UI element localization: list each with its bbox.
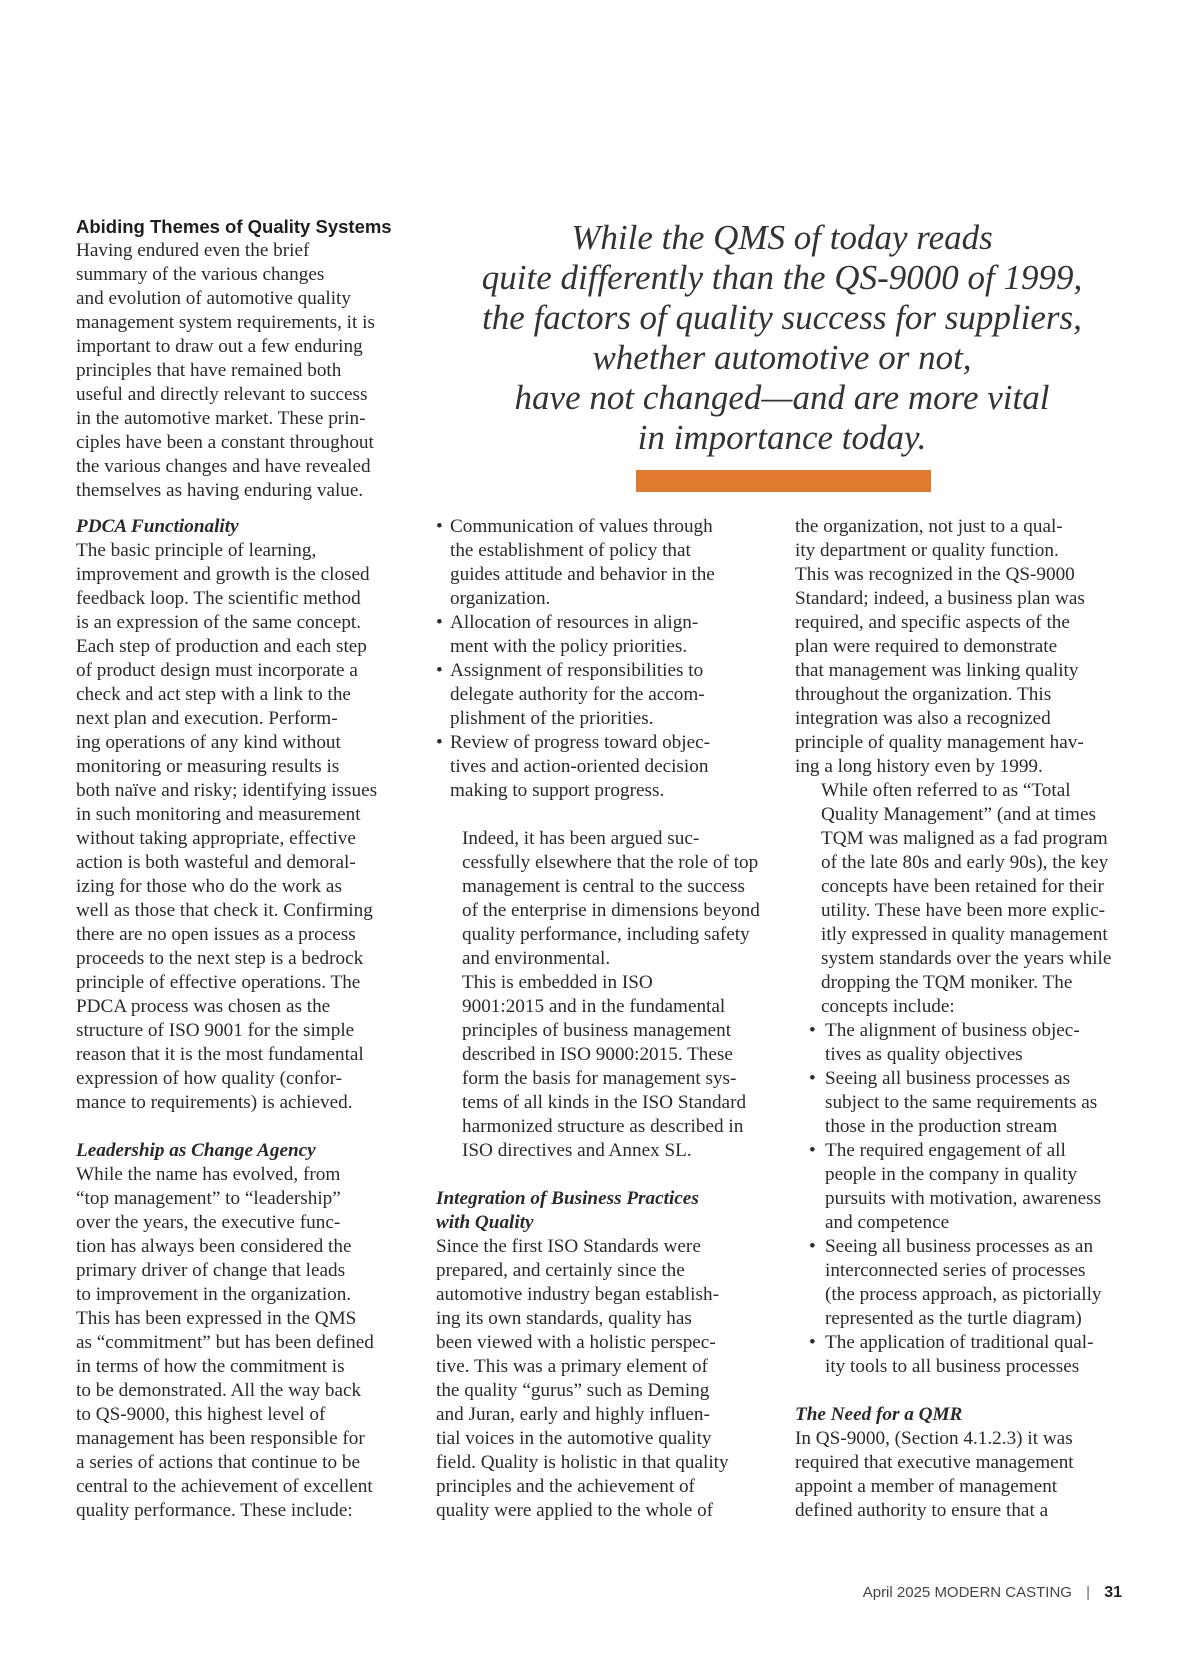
text-line: and environmental. bbox=[462, 948, 611, 969]
text-line: mance to requirements) is achieved. bbox=[76, 1092, 353, 1113]
text-line: ment with the policy priorities. bbox=[450, 636, 688, 657]
text-line: principle of effective operations. The bbox=[76, 972, 361, 993]
text-line: have not changed—and are more vital bbox=[514, 378, 1050, 417]
text-line: prepared, and certainly since the bbox=[436, 1260, 685, 1281]
column-1 bbox=[76, 515, 421, 1523]
text-line: tive. This was a primary element of bbox=[436, 1356, 708, 1377]
qmr-heading: The Need for a QMR bbox=[795, 1404, 963, 1425]
text-line: subject to the same requirements as bbox=[825, 1092, 1098, 1113]
text-line: in such monitoring and measurement bbox=[76, 804, 361, 825]
text-line: to improvement in the organization. bbox=[76, 1284, 352, 1305]
tqm-paragraph bbox=[795, 779, 1125, 1019]
text-line: check and act step with a link to the bbox=[76, 684, 351, 705]
footer-separator: | bbox=[1086, 1584, 1091, 1601]
text-line: to be demonstrated. All the way back bbox=[76, 1380, 362, 1401]
text-line: monitoring or measuring results is bbox=[76, 756, 340, 777]
text-line: Each step of production and each step bbox=[76, 636, 367, 657]
text-line: • The required engagement of all bbox=[825, 1140, 1066, 1161]
text-line: and Juran, early and highly influen- bbox=[436, 1404, 710, 1425]
text-line: the organization, not just to a qual- bbox=[795, 516, 1063, 537]
text-line: • Seeing all business processes as bbox=[825, 1068, 1071, 1089]
text-line: tives and action-oriented decision bbox=[450, 756, 709, 777]
text-line: the quality “gurus” such as Deming bbox=[436, 1380, 710, 1401]
column-2 bbox=[436, 515, 766, 1523]
text-line: delegate authority for the accom- bbox=[450, 684, 705, 705]
text-line: In QS-9000, (Section 4.1.2.3) it was bbox=[795, 1428, 1073, 1449]
text-line: harmonized structure as described in bbox=[462, 1116, 744, 1137]
text-line: ISO directives and Annex SL. bbox=[462, 1140, 692, 1161]
text-line: management system requirements, it is bbox=[76, 312, 375, 333]
text-line: is an expression of the same concept. bbox=[76, 612, 362, 633]
text-line: there are no open issues as a process bbox=[76, 924, 356, 945]
magazine-name: MODERN CASTING bbox=[934, 1584, 1072, 1601]
text-line: ing its own standards, quality has bbox=[436, 1308, 692, 1329]
text-line: • Allocation of resources in align- bbox=[450, 612, 699, 633]
text-line: plan were required to demonstrate bbox=[795, 636, 1058, 657]
text-line: tion has always been considered the bbox=[76, 1236, 352, 1257]
text-line: quality performance. These include: bbox=[76, 1500, 353, 1521]
text-line: • Review of progress toward objec- bbox=[450, 732, 711, 753]
text-line: in terms of how the commitment is bbox=[76, 1356, 345, 1377]
text-line: in importance today. bbox=[637, 418, 927, 457]
leadership-paragraph bbox=[76, 1163, 421, 1523]
text-line: tial voices in the automotive quality bbox=[436, 1428, 712, 1449]
text-line: ciples have been a constant throughout bbox=[76, 432, 374, 453]
text-line: • Assignment of responsibilities to bbox=[450, 660, 704, 681]
text-line: form the basis for management sys- bbox=[462, 1068, 737, 1089]
bullet-item bbox=[436, 515, 766, 611]
text-line: Standard; indeed, a business plan was bbox=[795, 588, 1085, 609]
text-line: summary of the various changes bbox=[76, 264, 325, 285]
text-line: useful and directly relevant to success bbox=[76, 384, 368, 405]
text-line: with Quality bbox=[436, 1212, 534, 1233]
text-line: Since the first ISO Standards were bbox=[436, 1236, 701, 1257]
text-line: ing operations of any kind without bbox=[76, 732, 341, 753]
text-line: required, and specific aspects of the bbox=[795, 612, 1070, 633]
text-line: quality were applied to the whole of bbox=[436, 1500, 714, 1521]
text-line: important to draw out a few enduring bbox=[76, 336, 363, 357]
text-line: 9001:2015 and in the fundamental bbox=[462, 996, 726, 1017]
text-line: primary driver of change that leads bbox=[76, 1260, 346, 1281]
text-line: management is central to the success bbox=[462, 876, 745, 897]
bullet-item bbox=[809, 1067, 1125, 1139]
pdca-heading: PDCA Functionality bbox=[76, 516, 239, 537]
text-line: of the late 80s and early 90s), the key bbox=[821, 852, 1109, 873]
integration-heading bbox=[436, 1187, 766, 1235]
text-line: expression of how quality (confor- bbox=[76, 1068, 343, 1089]
qmr-paragraph bbox=[795, 1427, 1125, 1523]
intro-paragraph bbox=[76, 239, 416, 503]
text-line: Quality Management” (and at times bbox=[821, 804, 1096, 825]
bullet-item bbox=[436, 659, 766, 731]
text-line: as “commitment” but has been defined bbox=[76, 1332, 374, 1353]
text-line: integration was also a recognized bbox=[795, 708, 1051, 729]
issue-date: April 2025 bbox=[862, 1584, 931, 1601]
text-line: making to support progress. bbox=[450, 780, 665, 801]
bullet-item bbox=[809, 1139, 1125, 1235]
text-line: that management was linking quality bbox=[795, 660, 1079, 681]
text-line: principles of business management bbox=[462, 1020, 732, 1041]
text-line: in the automotive market. These prin- bbox=[76, 408, 366, 429]
text-line: itly expressed in quality management bbox=[821, 924, 1108, 945]
text-line: tives as quality objectives bbox=[825, 1044, 1023, 1065]
text-line: While often referred to as “Total bbox=[821, 780, 1071, 801]
text-line: pursuits with motivation, awareness bbox=[825, 1188, 1102, 1209]
intro-heading: Abiding Themes of Quality Systems bbox=[76, 216, 392, 237]
text-line: • Communication of values through bbox=[450, 516, 713, 537]
text-line: defined authority to ensure that a bbox=[795, 1500, 1049, 1521]
text-line: TQM was maligned as a fad program bbox=[821, 828, 1108, 849]
text-line: automotive industry began establish- bbox=[436, 1284, 719, 1305]
text-line: feedback loop. The scientific method bbox=[76, 588, 361, 609]
text-line: Having endured even the brief bbox=[76, 240, 310, 261]
text-line: PDCA process was chosen as the bbox=[76, 996, 331, 1017]
text-line: the establishment of policy that bbox=[450, 540, 691, 561]
text-line: over the years, the executive func- bbox=[76, 1212, 341, 1233]
text-line: guides attitude and behavior in the bbox=[450, 564, 715, 585]
text-line: been viewed with a holistic perspec- bbox=[436, 1332, 716, 1353]
text-line: themselves as having enduring value. bbox=[76, 480, 364, 501]
text-line: quite differently than the QS-9000 of 1999, bbox=[481, 258, 1083, 297]
page-number: 31 bbox=[1104, 1584, 1122, 1601]
leadership-heading: Leadership as Change Agency bbox=[76, 1140, 316, 1161]
text-line: quality performance, including safety bbox=[462, 924, 750, 945]
text-line: and evolution of automotive quality bbox=[76, 288, 351, 309]
organization-paragraph bbox=[795, 515, 1125, 779]
text-line: ing a long history even by 1999. bbox=[795, 756, 1043, 777]
text-line: “top management” to “leadership” bbox=[76, 1188, 341, 1209]
text-line: to QS-9000, this highest level of bbox=[76, 1404, 326, 1425]
text-line: (the process approach, as pictorially bbox=[825, 1284, 1102, 1305]
text-line: management has been responsible for bbox=[76, 1428, 365, 1449]
bullet-item bbox=[436, 611, 766, 659]
text-line: principles that have remained both bbox=[76, 360, 342, 381]
bullet-item bbox=[809, 1331, 1125, 1379]
text-line: concepts have been retained for their bbox=[821, 876, 1104, 897]
text-line: throughout the organization. This bbox=[795, 684, 1052, 705]
integration-paragraph bbox=[436, 1235, 766, 1523]
text-line: Integration of Business Practices bbox=[436, 1188, 699, 1209]
text-line: represented as the turtle diagram) bbox=[825, 1308, 1082, 1329]
text-line: and competence bbox=[825, 1212, 950, 1233]
text-line: The basic principle of learning, bbox=[76, 540, 317, 561]
text-line: interconnected series of processes bbox=[825, 1260, 1086, 1281]
text-line: tems of all kinds in the ISO Standard bbox=[462, 1092, 747, 1113]
text-line: whether automotive or not, bbox=[592, 338, 972, 377]
intro-section bbox=[76, 215, 416, 503]
text-line: action is both wasteful and demoral- bbox=[76, 852, 356, 873]
text-line: system standards over the years while bbox=[821, 948, 1112, 969]
text-line: improvement and growth is the closed bbox=[76, 564, 370, 585]
text-line: next plan and execution. Perform- bbox=[76, 708, 338, 729]
text-line: well as those that check it. Confirming bbox=[76, 900, 373, 921]
text-line: required that executive management bbox=[795, 1452, 1074, 1473]
text-line: This has been expressed in the QMS bbox=[76, 1308, 357, 1329]
text-line: ity department or quality function. bbox=[795, 540, 1059, 561]
text-line: without taking appropriate, effective bbox=[76, 828, 356, 849]
text-line: organization. bbox=[450, 588, 551, 609]
text-line: izing for those who do the work as bbox=[76, 876, 342, 897]
text-line: • Seeing all business processes as an bbox=[825, 1236, 1094, 1257]
text-line: Indeed, it has been argued suc- bbox=[462, 828, 700, 849]
text-line: central to the achievement of excellent bbox=[76, 1476, 373, 1497]
tqm-concepts-list bbox=[795, 1019, 1125, 1379]
text-line: appoint a member of management bbox=[795, 1476, 1058, 1497]
text-line: concepts include: bbox=[821, 996, 955, 1017]
leadership-actions-list bbox=[436, 515, 766, 803]
text-line: the various changes and have revealed bbox=[76, 456, 371, 477]
text-line: reason that it is the most fundamental bbox=[76, 1044, 364, 1065]
text-line: • The alignment of business objec- bbox=[825, 1020, 1080, 1041]
iso-embedded-paragraph bbox=[436, 971, 766, 1163]
text-line: proceeds to the next step is a bedrock bbox=[76, 948, 364, 969]
column-3 bbox=[795, 515, 1125, 1523]
text-line: of the enterprise in dimensions beyond bbox=[462, 900, 760, 921]
pull-quote bbox=[442, 218, 1122, 458]
text-line: the factors of quality success for suppliers, bbox=[482, 298, 1082, 337]
text-line: cessfully elsewhere that the role of top bbox=[462, 852, 759, 873]
text-line: ity tools to all business processes bbox=[825, 1356, 1080, 1377]
pull-quote-accent-bar bbox=[636, 470, 931, 492]
text-line: plishment of the priorities. bbox=[450, 708, 654, 729]
text-line: people in the company in quality bbox=[825, 1164, 1078, 1185]
text-line: of product design must incorporate a bbox=[76, 660, 358, 681]
page-footer bbox=[863, 1584, 1122, 1602]
pdca-paragraph bbox=[76, 539, 421, 1115]
text-line: described in ISO 9000:2015. These bbox=[462, 1044, 733, 1065]
text-line: those in the production stream bbox=[825, 1116, 1058, 1137]
text-line: dropping the TQM moniker. The bbox=[821, 972, 1073, 993]
text-line: • The application of traditional qual- bbox=[825, 1332, 1094, 1353]
text-line: This was recognized in the QS-9000 bbox=[795, 564, 1075, 585]
text-line: utility. These have been more explic- bbox=[821, 900, 1105, 921]
text-line: field. Quality is holistic in that quality bbox=[436, 1452, 729, 1473]
text-line: a series of actions that continue to be bbox=[76, 1452, 360, 1473]
text-line: While the QMS of today reads bbox=[571, 218, 993, 257]
text-line: While the name has evolved, from bbox=[76, 1164, 341, 1185]
text-line: principle of quality management hav- bbox=[795, 732, 1084, 753]
text-line: principles and the achievement of bbox=[436, 1476, 695, 1497]
bullet-item bbox=[809, 1235, 1125, 1331]
text-line: structure of ISO 9001 for the simple bbox=[76, 1020, 355, 1041]
text-line: This is embedded in ISO bbox=[462, 972, 653, 993]
top-management-paragraph bbox=[436, 827, 766, 971]
bullet-item bbox=[436, 731, 766, 803]
bullet-item bbox=[809, 1019, 1125, 1067]
text-line: both naïve and risky; identifying issues bbox=[76, 780, 378, 801]
